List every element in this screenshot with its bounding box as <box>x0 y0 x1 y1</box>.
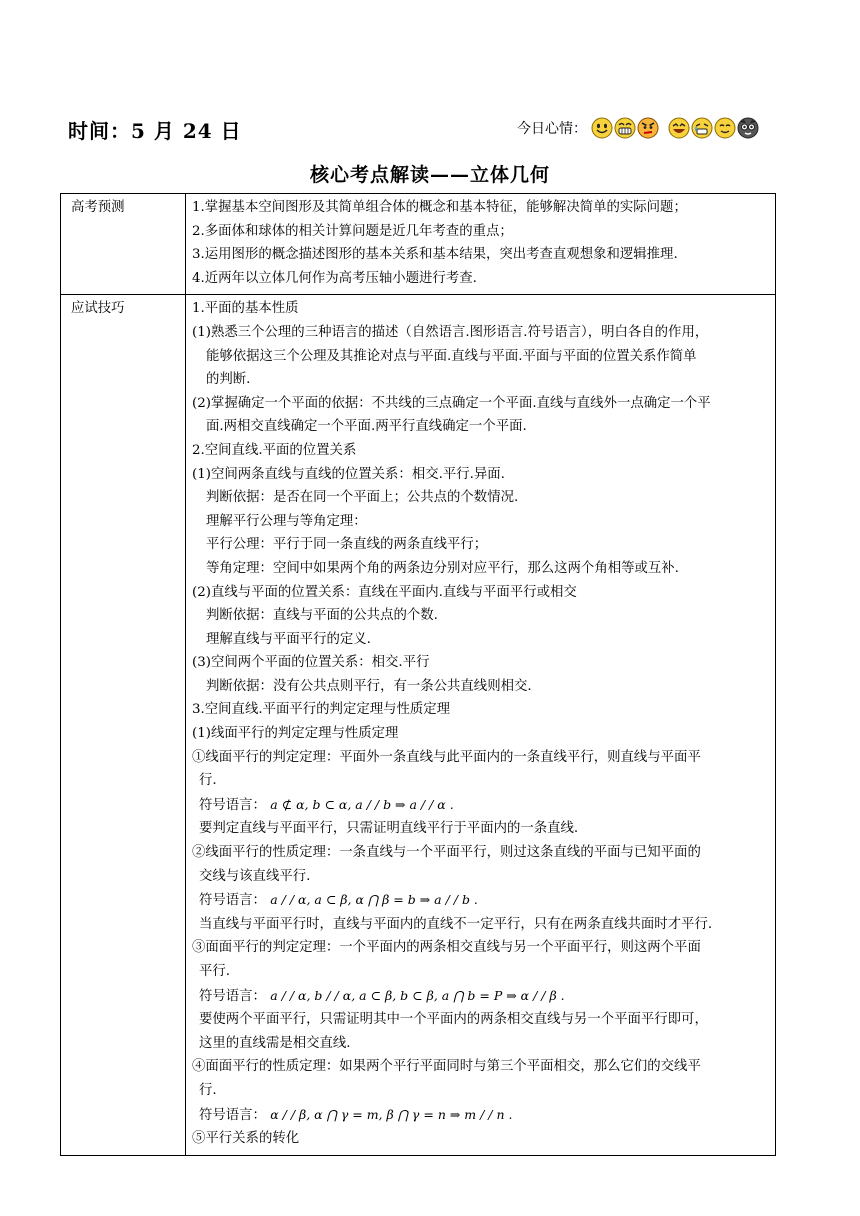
text-line: (1)熟悉三个公理的三种语言的描述（自然语言.图形语言.符号语言），明白各自的作用， <box>192 324 709 340</box>
text-line: 交线与该直线平行. <box>199 868 311 884</box>
text-line: (2)掌握确定一个平面的依据：不共线的三点确定一个平面.直线与直线外一点确定一个平 <box>192 395 711 411</box>
content-table <box>60 193 776 1156</box>
grin-emoji-icon <box>614 117 636 139</box>
text-line: 行. <box>199 1082 217 1098</box>
smile-emoji-icon <box>591 117 613 139</box>
row-content <box>186 194 776 295</box>
text-line: 这里的直线需是相交直线. <box>199 1035 351 1051</box>
symbol-label: 符号语言： <box>199 988 266 1004</box>
text-line: 判断依据：是否在同一个平面上；公共点的个数情况. <box>206 490 519 506</box>
mood-label: 今日心情： <box>517 121 587 137</box>
shy-emoji-icon <box>714 117 736 139</box>
cry-emoji-icon <box>691 117 713 139</box>
math-formula: a / / α, b / / α, a ⊂ β, b ⊂ β, a ⋂ b = P ⇒ α / / β . <box>270 987 565 1003</box>
text-line: 面.两相交直线确定一个平面.两平行直线确定一个平面. <box>206 419 527 435</box>
text-line: ①线面平行的判定定理：平面外一条直线与此平面内的一条直线平行，则直线与平面平 <box>192 749 701 765</box>
symbol-label: 符号语言： <box>199 797 266 813</box>
math-formula: α / / β, α ⋂ γ = m, β ⋂ γ = n ⇒ m / / n . <box>270 1106 513 1122</box>
text-line: 3.运用图形的概念描述图形的基本关系和基本结果，突出考查直观想象和逻辑推理. <box>192 247 678 263</box>
text-line: 2.多面体和球体的相关计算问题是近几年考查的重点； <box>192 223 513 239</box>
symbol-line <box>192 888 767 913</box>
row-label: 高考预测 <box>61 194 186 295</box>
mood-bar <box>517 117 760 139</box>
laugh-emoji-icon <box>668 117 690 139</box>
text-line: 理解平行公理与等角定理： <box>206 513 367 529</box>
symbol-label: 符号语言： <box>199 1107 266 1123</box>
text-line: (2)直线与平面的位置关系：直线在平面内.直线与平面平行或相交 <box>192 584 577 600</box>
symbol-label: 符号语言： <box>199 893 266 909</box>
text-line: 理解直线与平面平行的定义. <box>206 631 371 647</box>
text-line: 4.近两年以立体几何作为高考压轴小题进行考查. <box>192 270 477 286</box>
text-line: 的判断. <box>206 372 251 388</box>
text-line: 能够依据这三个公理及其推论对点与平面.直线与平面.平面与平面的位置关系作简单 <box>206 348 697 364</box>
text-line: 行. <box>199 773 217 789</box>
math-formula: a / / α, a ⊂ β, α ⋂ β = b ⇒ a / / b . <box>270 892 478 908</box>
text-line: (3)空间两个平面的位置关系：相交.平行 <box>192 655 430 671</box>
date-text: 时间：5 月 24 日 <box>68 119 242 143</box>
text-line: (1)线面平行的判定定理与性质定理 <box>192 726 399 742</box>
text-line: 1.平面的基本性质 <box>192 301 299 317</box>
text-line: 判断依据：没有公共点则平行，有一条公共直线则相交. <box>206 678 532 694</box>
text-line: 等角定理：空间中如果两个角的两条边分别对应平行，那么这两个角相等或互补. <box>206 560 679 576</box>
text-line: ⑤平行关系的转化 <box>192 1131 300 1147</box>
text-line: 2.空间直线.平面的位置关系 <box>192 442 357 458</box>
text-line: 判断依据：直线与平面的公共点的个数. <box>206 608 438 624</box>
table-row <box>61 194 776 295</box>
text-line: (1)空间两条直线与直线的位置关系：相交.平行.异面. <box>192 466 505 482</box>
text-line: ③面面平行的判定定理：一个平面内的两条相交直线与另一个平面平行，则这两个平面 <box>192 940 701 956</box>
text-line: 3.空间直线.平面平行的判定定理与性质定理 <box>192 702 451 718</box>
symbol-line <box>192 984 767 1009</box>
page-title: 核心考点解读——立体几何 <box>309 164 550 186</box>
text-line: 平行公理：平行于同一条直线的两条直线平行； <box>206 537 488 553</box>
symbol-line <box>192 793 767 818</box>
header <box>68 113 768 145</box>
text-line: 要判定直线与平面平行，只需证明直线平行于平面内的一条直线. <box>199 821 579 837</box>
row-content <box>186 295 776 1155</box>
text-line: ②线面平行的性质定理：一条直线与一个平面平行，则过这条直线的平面与已知平面的 <box>192 845 701 861</box>
math-formula: a ⊄ α, b ⊂ α, a / / b ⇒ a / / α . <box>270 796 454 812</box>
row-label: 应试技巧 <box>61 295 186 1155</box>
text-line: ④面面平行的性质定理：如果两个平行平面同时与第三个平面相交，那么它们的交线平 <box>192 1059 701 1075</box>
text-line: 1.掌握基本空间图形及其简单组合体的概念和基本特征，能够解决简单的实际问题； <box>192 200 687 215</box>
angry-emoji-icon <box>637 117 659 139</box>
symbol-line <box>192 1103 767 1128</box>
table-row <box>61 295 776 1155</box>
text-line: 要使两个平面平行，只需证明其中一个平面内的两条相交直线与另一个平面平行即可， <box>199 1012 708 1028</box>
cool-emoji-icon <box>737 117 759 139</box>
text-line: 平行. <box>199 964 231 979</box>
text-line: 当直线与平面平行时，直线与平面内的直线不一定平行，只有在两条直线共面时才平行. <box>199 916 713 932</box>
